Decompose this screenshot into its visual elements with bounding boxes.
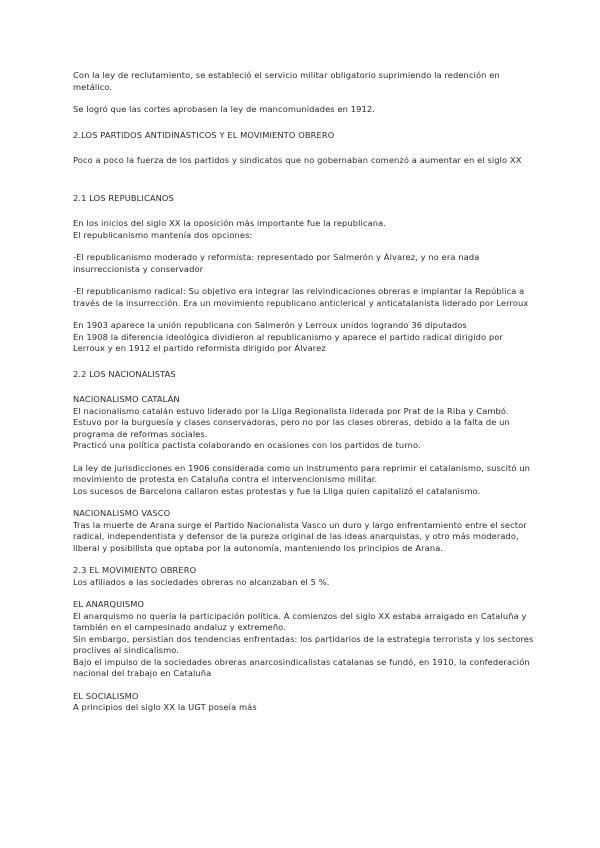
paragraph-partido-radical: En 1908 la diferencia ideológica dividieron al republicanismo y aparece el partido radical dirigido por Lerroux y en 1912 el partido reformista dirigido por Álvarez	[73, 331, 503, 353]
paragraph-pactista: Practicó una política pactista colaborando en ocasiones con los partidos de turno.	[73, 440, 421, 450]
paragraph-lliga: El nacionalismo catalán estuvo liderado por la Lliga Regionalista liderada por Prat de la Riba y Cambó.	[73, 405, 509, 416]
paragraph-sucesos-barcelona: Los sucesos de Barcelona callaron estas protestas y fue la Lliga quien capitalizó el catalanismo.	[73, 485, 481, 496]
heading-nacionalismo-catalan: NACIONALISMO CATALÁN	[73, 394, 180, 404]
paragraph-ley-jurisdicciones: La ley de jurisdicciones en 1906 considerada como un instrumento para reprimir el catalanismo, suscitó un movimiento de protesta en Cataluña contra el intervencionismo militar.	[73, 462, 530, 484]
paragraph-tendencias: Sin embargo, persistían dos tendencias enfrentadas: los partidarios de la estrategia terrorista y los sectores proclives al sindicalismo.	[73, 633, 534, 655]
paragraph-opciones: El republicanismo mantenía dos opciones:	[73, 229, 253, 240]
heading-nacionalismo-vasco: NACIONALISMO VASCO	[73, 508, 171, 518]
heading-partidos-antidinasticos: 2.LOS PARTIDOS ANTIDINÁSTICOS Y EL MOVIMIENTO OBRERO	[73, 129, 335, 140]
paragraph-burguesia: Estuvo por la burguesía y clases conservadoras, pero no por las clases obreras, debido a la falta de un programa de reformas sociales.	[73, 417, 510, 439]
paragraph-union-republicana: En 1903 aparece la unión republicana con Salmerón y Lerroux unidos logrando 36 diputados	[73, 320, 467, 330]
heading-republicanos: 2.1 LOS REPUBLICANOS	[73, 192, 174, 203]
heading-nacionalistas: 2.2 LOS NACIONALISTAS	[73, 368, 176, 379]
paragraph-republicanismo-moderado: -El republicanismo moderado y reformista: representado por Salmerón y Álvarez, y no era nada insurreccionista y conservador	[73, 252, 480, 274]
paragraph-fuerza-partidos: Poco a poco la fuerza de los partidos y sindicatos que no gobernaban comenzó a aumentar en el siglo XX	[73, 155, 522, 165]
heading-movimiento-obrero: 2.3 EL MOVIMIENTO OBRERO	[73, 565, 197, 575]
paragraph-reclutamiento: Con la ley de reclutamiento, se estableció el servicio militar obligatorio suprimiendo la redención en metálico.	[73, 70, 500, 92]
heading-socialismo: EL SOCIALISMO	[73, 690, 139, 701]
paragraph-oposicion: En los inicios del siglo XX la oposición más importante fue la republicana.	[73, 218, 387, 228]
heading-anarquismo: EL ANARQUISMO	[73, 599, 145, 609]
paragraph-ugt: A principios del siglo XX la UGT poseía más	[73, 702, 257, 712]
paragraph-cnt: Bajo el impulso de la sociedades obreras anarcosindicalistas catalanas se fundó, en 1910, la confederación nacional del trabajo en Cataluña	[73, 656, 530, 678]
paragraph-afiliados: Los afiliados a las sociedades obreras no alcanzaban el 5 %.	[73, 576, 330, 587]
paragraph-mancomunidades: Se logró que las cortes aprobasen la ley de mancomunidades en 1912.	[73, 104, 376, 114]
paragraph-anarquismo: El anarquismo no quería la participación política. A comienzos del siglo XX estaba arraigado en Cataluña y también en el campesinado andaluz y extremeño.	[73, 610, 527, 632]
document-body	[73, 70, 535, 714]
paragraph-pnv: Tras la muerte de Arana surge el Partido Nacionalista Vasco un duro y largo enfrentamiento entre el sector radical, independentista y defensor de la pureza original de las ideas anarquistas, y otro más moderado, liberal y posibilista que optaba por la autonomía, manteniendo los principios de Arana.	[73, 519, 527, 553]
paragraph-republicanismo-radical: -El republicanismo radical: Su objetivo era integrar las reivindicaciones obreras e implantar la República a través de la insurrección. Era un movimiento republicano anticlerical y anticatalanista liderado por Lerroux	[73, 286, 529, 308]
